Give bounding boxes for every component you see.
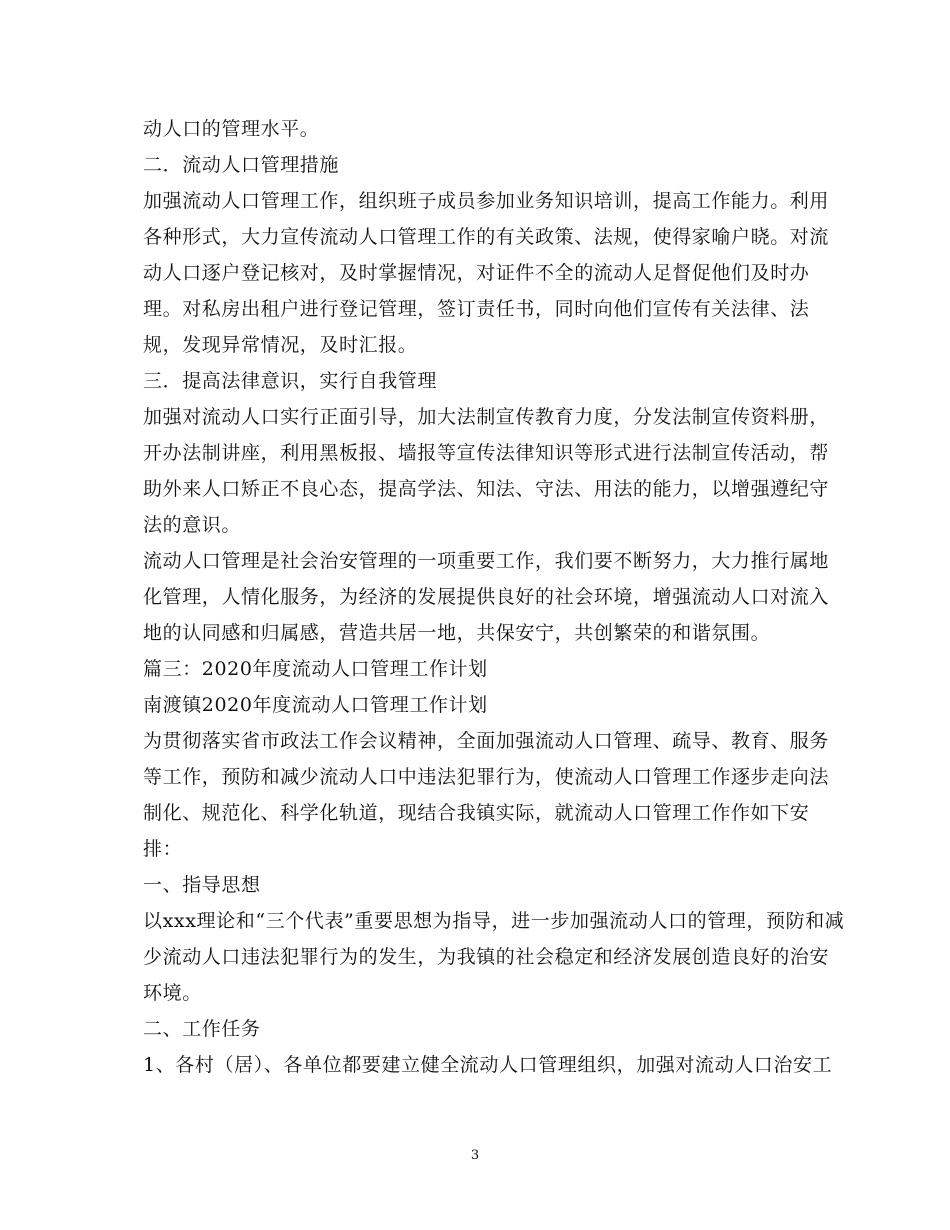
- body-text-line: 等工作，预防和减少流动人口中违法犯罪行为，使流动人口管理工作逐步走向法: [143, 766, 830, 788]
- document-title: 南渡镇2020年度流动人口管理工作计划: [143, 694, 488, 716]
- body-text-line: 环境。: [143, 982, 202, 1004]
- section-heading: 二．流动人口管理措施: [143, 154, 340, 176]
- body-text-line: 动人口的管理水平。: [143, 118, 320, 140]
- body-text-line: 以xxx理论和“三个代表”重要思想为指导，进一步加强流动人口的管理，预防和减: [143, 910, 845, 932]
- page-number: 3: [470, 1148, 480, 1163]
- body-text-line: 为贯彻落实省市政法工作会议精神，全面加强流动人口管理、疏导、教育、服务: [143, 730, 830, 752]
- body-text-line: 制化、规范化、科学化轨道，现结合我镇实际，就流动人口管理工作作如下安: [143, 802, 810, 824]
- body-text-line: 地的认同感和归属感，营造共居一地，共保安宁，共创繁荣的和谐氛围。: [143, 622, 771, 644]
- body-text-line: 化管理，人情化服务，为经济的发展提供良好的社会环境，增强流动人口对流入: [143, 586, 830, 608]
- chapter-heading: 篇三：2020年度流动人口管理工作计划: [143, 658, 488, 680]
- body-text-line: 1、各村（居）、各单位都要建立健全流动人口管理组织，加强对流动人口治安工: [143, 1054, 833, 1076]
- section-heading: 一、指导思想: [143, 874, 261, 896]
- body-text-line: 法的意识。: [143, 514, 242, 536]
- body-text-line: 理。对私房出租户进行登记管理，签订责任书，同时向他们宣传有关法律、法: [143, 298, 810, 320]
- body-text-line: 少流动人口违法犯罪行为的发生，为我镇的社会稳定和经济发展创造良好的治安: [143, 946, 830, 968]
- body-text-line: 流动人口管理是社会治安管理的一项重要工作，我们要不断努力，大力推行属地: [143, 550, 830, 572]
- body-text-line: 排：: [143, 838, 183, 860]
- body-text-line: 加强对流动人口实行正面引导，加大法制宣传教育力度，分发法制宣传资料册，: [143, 406, 830, 428]
- body-text-line: 各种形式，大力宣传流动人口管理工作的有关政策、法规，使得家喻户晓。对流: [143, 226, 830, 248]
- section-heading: 三．提高法律意识，实行自我管理: [143, 370, 438, 392]
- body-text-line: 动人口逐户登记核对，及时掌握情况，对证件不全的流动人足督促他们及时办: [143, 262, 810, 284]
- body-text-line: 规，发现异常情况，及时汇报。: [143, 334, 418, 356]
- body-text-line: 助外来人口矫正不良心态，提高学法、知法、守法、用法的能力，以增强遵纪守: [143, 478, 830, 500]
- section-heading: 二、工作任务: [143, 1018, 261, 1040]
- body-text-line: 加强流动人口管理工作，组织班子成员参加业务知识培训，提高工作能力。利用: [143, 190, 830, 212]
- body-text-line: 开办法制讲座，利用黑板报、墙报等宣传法律知识等形式进行法制宣传活动，帮: [143, 442, 830, 464]
